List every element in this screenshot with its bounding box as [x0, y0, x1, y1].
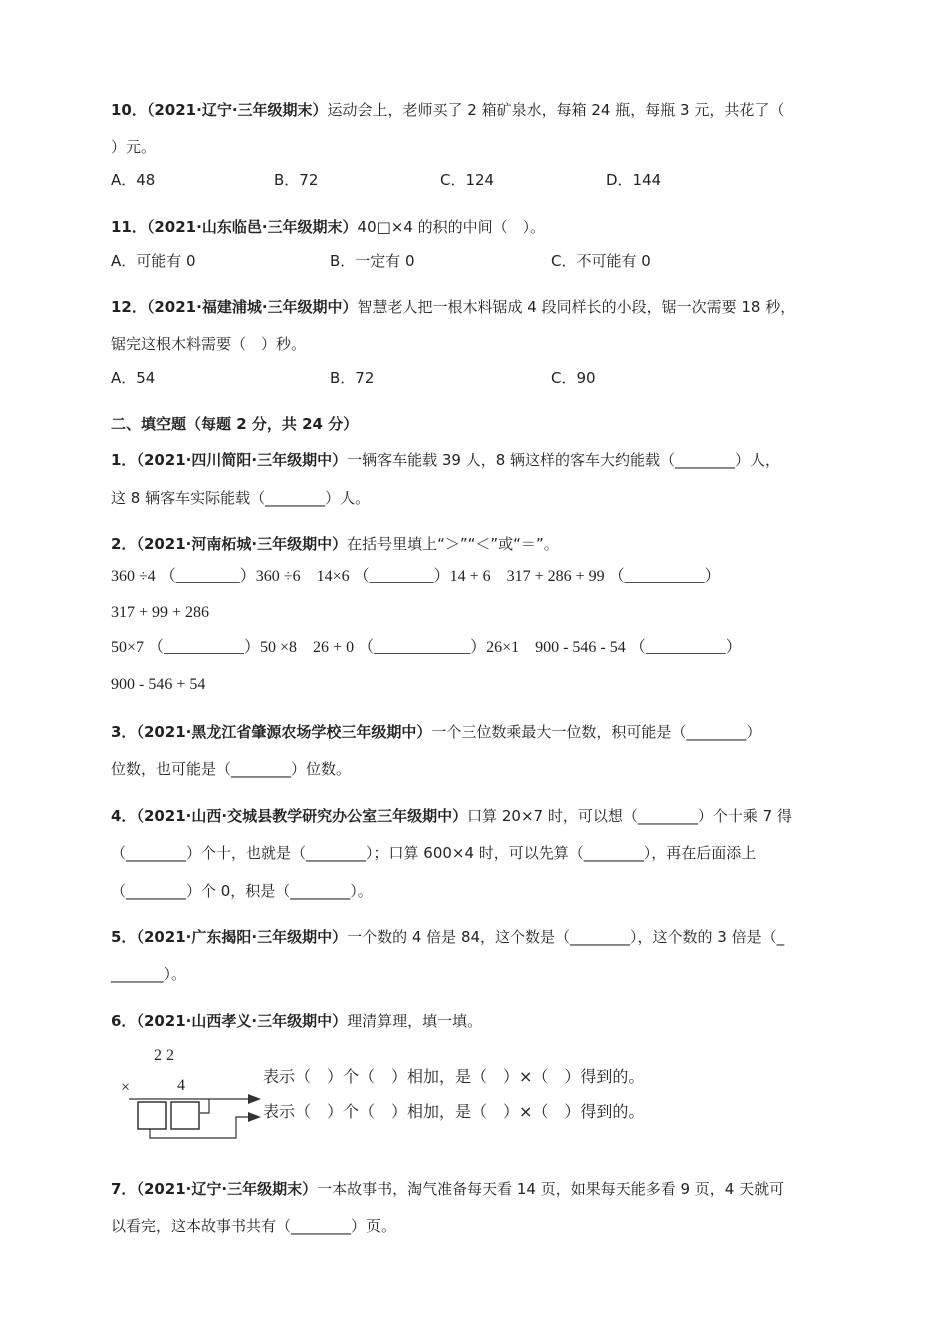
arrow-head-icon	[248, 1111, 262, 1123]
question-source: （2021·四川简阳·三年级期中）	[136, 451, 348, 469]
question-number: 7．	[111, 1180, 137, 1198]
question-10	[111, 100, 784, 120]
question-11	[111, 217, 545, 237]
option-d: D．144	[606, 171, 662, 189]
fill-question-6	[111, 1011, 482, 1031]
question-text: 40□×4 的积的中间（ ）。	[357, 218, 546, 236]
comparison-row: 900 - 546 + 54	[111, 676, 206, 693]
section-title: 二、填空题（每题 2 分，共 24 分）	[111, 415, 359, 433]
comparison-row: 50×7 （__________）50 ×8 26 + 0 （____________）26×1 900 - 546 - 54 （__________）	[111, 639, 742, 656]
question-text: 理清算理，填一填。	[347, 1012, 483, 1030]
option-a: A．54	[111, 369, 156, 387]
fill-question-4-continued: （________）个十，也就是（________）；口算 600×4 时，可以先算（________），再在后面添上	[111, 844, 757, 862]
option-b: B．72	[274, 171, 319, 189]
option-c: C．90	[551, 369, 596, 387]
question-number: 11．	[111, 218, 147, 236]
question-source: （2021·山西孝义·三年级期中）	[136, 1012, 348, 1030]
question-12-continued: 锯完这根木料需要（ ）秒。	[111, 335, 307, 353]
arrow-head-icon	[248, 1093, 262, 1105]
option-a: A．48	[111, 171, 156, 189]
question-source: （2021·广东揭阳·三年级期中）	[136, 928, 348, 946]
fill-question-2	[111, 534, 559, 554]
fill-question-4-continued: （________）个 0，积是（________）。	[111, 882, 373, 900]
fill-question-4	[111, 806, 792, 826]
comparison-row: 317 + 99 + 286	[111, 604, 210, 621]
question-number: 5．	[111, 928, 137, 946]
option-b: B．72	[330, 369, 375, 387]
fill-question-5-continued: _______）。	[111, 965, 187, 983]
question-number: 6．	[111, 1012, 137, 1030]
fill-question-7	[111, 1179, 784, 1199]
option-a: A．可能有 0	[111, 252, 196, 270]
question-text: 一个三位数乘最大一位数，积可能是（________）	[431, 723, 762, 741]
question-text: 口算 20×7 时，可以想（________）个十乘 7 得	[467, 807, 792, 825]
fill-question-5	[111, 927, 784, 947]
question-source: （2021·河南柘城·三年级期中）	[136, 535, 348, 553]
question-10-continued: ）元。	[111, 138, 157, 156]
question-text: 一个数的 4 倍是 84，这个数是（________），这个数的 3 倍是（_	[347, 928, 785, 946]
question-number: 1．	[111, 451, 137, 469]
question-source: （2021·辽宁·三年级期末）	[146, 101, 328, 119]
question-source: （2021·山西·交城县教学研究办公室三年级期中）	[136, 807, 468, 825]
fill-question-1	[111, 450, 780, 470]
times-sign: ×	[121, 1079, 131, 1096]
explanation-line: 表示（ ）个（ ）相加，是（ ）×（ ）得到的。	[263, 1102, 645, 1121]
multiplier-digit: 4	[177, 1077, 185, 1094]
explanation-line: 表示（ ）个（ ）相加，是（ ）×（ ）得到的。	[263, 1067, 645, 1086]
fill-question-7-continued: 以看完，这本故事书共有（________）页。	[111, 1217, 397, 1235]
question-text: 运动会上，老师买了 2 箱矿泉水，每箱 24 瓶，每瓶 3 元，共花了（	[327, 101, 785, 119]
question-number: 12．	[111, 298, 147, 316]
question-number: 4．	[111, 807, 137, 825]
option-c: C．124	[440, 171, 495, 189]
question-number: 3．	[111, 723, 137, 741]
question-12	[111, 297, 795, 317]
question-source: （2021·辽宁·三年级期末）	[136, 1180, 318, 1198]
question-source: （2021·山东临邑·三年级期末）	[146, 218, 358, 236]
question-text: 一本故事书，淘气准备每天看 14 页，如果每天能多看 9 页，4 天就可	[317, 1180, 785, 1198]
question-text: 一辆客车能载 39 人，8 辆这样的客车大约能载（________）人，	[347, 451, 781, 469]
question-number: 10．	[111, 101, 147, 119]
question-text: 智慧老人把一根木料锯成 4 段同样长的小段，锯一次需要 18 秒，	[357, 298, 796, 316]
option-b: B．一定有 0	[330, 252, 415, 270]
fill-question-1-continued: 这 8 辆客车实际能载（________）人。	[111, 489, 371, 507]
fill-question-3-continued: 位数，也可能是（________）位数。	[111, 760, 352, 778]
option-c: C．不可能有 0	[551, 252, 651, 270]
top-digits: 2 2	[154, 1047, 174, 1064]
question-number: 2．	[111, 535, 137, 553]
question-source: （2021·黑龙江省肇源农场学校三年级期中）	[136, 723, 432, 741]
question-text: 在括号里填上“＞”“＜”或“＝”。	[347, 535, 559, 553]
comparison-row: 360 ÷4 （________）360 ÷6 14×6 （________）14 + 6 317 + 286 + 99 （__________）	[111, 568, 721, 585]
question-source: （2021·福建浦城·三年级期中）	[146, 298, 358, 316]
fill-question-3	[111, 722, 761, 742]
